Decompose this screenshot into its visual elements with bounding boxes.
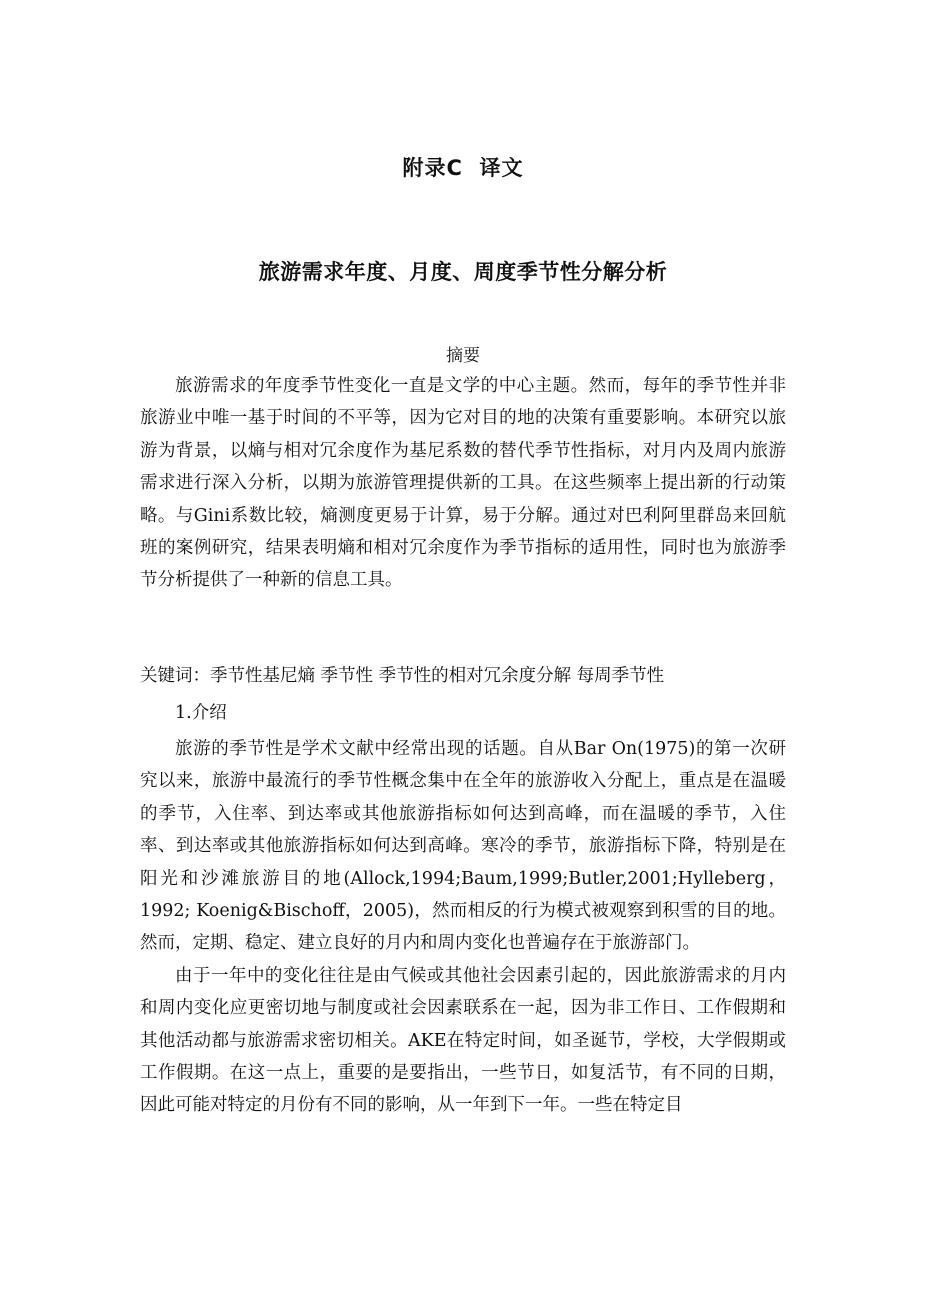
abstract-heading: 摘要	[446, 346, 480, 366]
abstract-body	[140, 370, 786, 597]
appendix-title: 附录C 译文	[402, 156, 524, 180]
abstract-paragraph: 旅游需求的年度季节性变化一直是文学的中心主题。然而，每年的季节性并非旅游业中唯一基于时间的不平等，因为它对目的地的决策有重要影响。本研究以旅游为背景，以熵与相对冗余度作为基尼系数的替代季节性指标，对月内及周内旅游需求进行深入分析，以期为旅游管理提供新的工具。在这些频率上提出新的行动策略。与Gini系数比较，熵测度更易于计算，易于分解。通过对巴利阿里群岛来回航班的案例研究，结果表明熵和相对冗余度作为季节指标的适用性，同时也为旅游季节分析提供了一种新的信息工具。	[140, 376, 786, 591]
paper-title: 旅游需求年度、月度、周度季节性分解分析	[258, 260, 668, 284]
section-heading-introduction: 1.介绍	[175, 703, 227, 723]
introduction-paragraph-1: 旅游的季节性是学术文献中经常出现的话题。自从Bar On(1975)的第一次研究以来，旅游中最流行的季节性概念集中在全年的旅游收入分配上，重点是在温暖的季节，入住率、到达率或其他旅游指标如何达到高峰，而在温暖的季节，入住率、到达率或其他旅游指标如何达到高峰。寒冷的季节，旅游指标下降，特别是在阳光和沙滩旅游目的地(Allock,1994;Baum,1999;Butler,2001;Hylleberg，1992; Koenig&Bischoff，2005)，然而相反的行为模式被观察到积雪的目的地。然而，定期、稳定、建立良好的月内和周内变化也普遍存在于旅游部门。	[140, 739, 786, 954]
introduction-body	[140, 733, 786, 1122]
keywords-line: 关键词：季节性基尼熵 季节性 季节性的相对冗余度分解 每周季节性	[140, 666, 665, 686]
introduction-paragraph-2: 由于一年中的变化往往是由气候或其他社会因素引起的，因此旅游需求的月内和周内变化应更密切地与制度或社会因素联系在一起，因为非工作日、工作假期和其他活动都与旅游需求密切相关。AKE在特定时间，如圣诞节，学校，大学假期或工作假期。在这一点上，重要的是要指出，一些节日，如复活节，有不同的日期，因此可能对特定的月份有不同的影响，从一年到下一年。一些在特定目	[140, 965, 786, 1116]
